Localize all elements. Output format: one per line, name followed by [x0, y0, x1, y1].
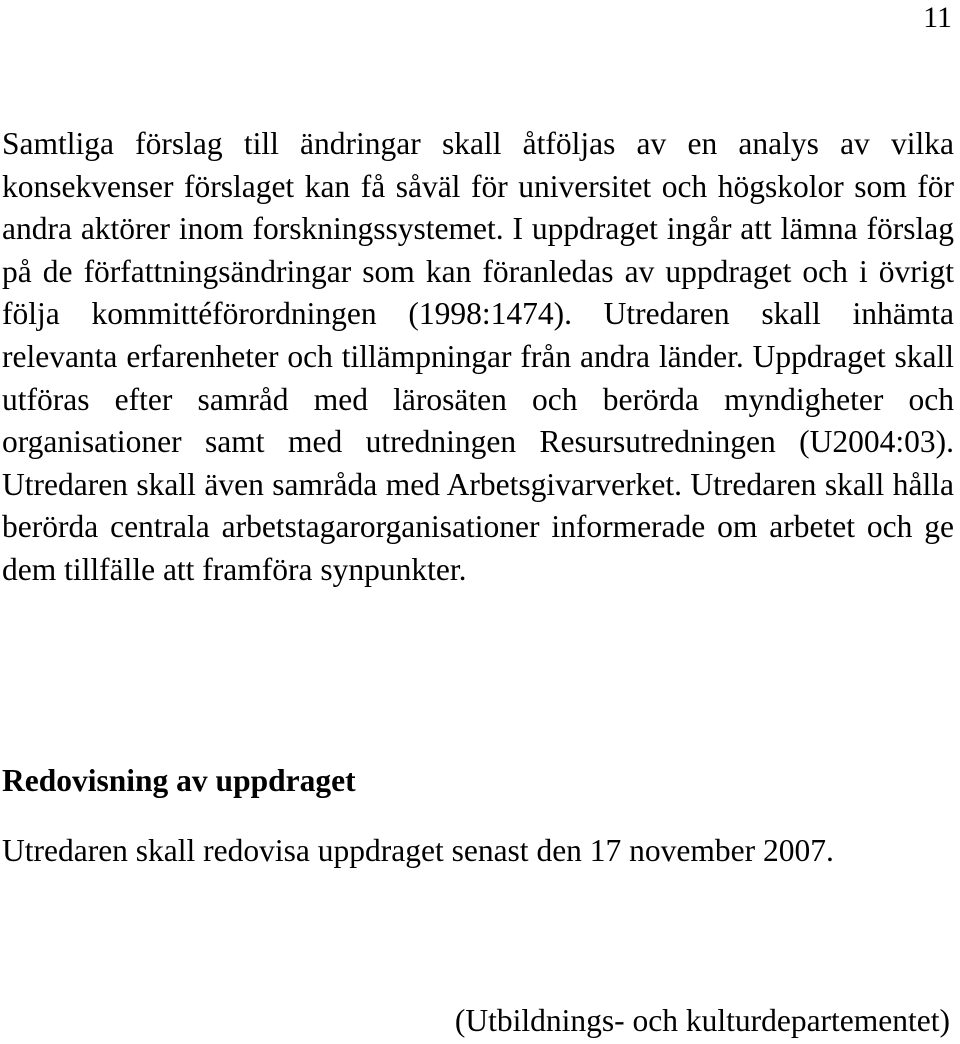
body-paragraph-main: Samtliga förslag till ändringar skall åtföljas av en analys av vilka konsekvenser förslaget kan få såväl för universitet och högskolor som för andra aktörer inom forskningssystemet. I uppdraget ingår att lämna förslag på de författningsändringar som kan föranledas av uppdraget och i övrigt följa kommittéförordningen (1998:1474). Utredaren skall inhämta relevanta erfarenheter och tillämpningar från andra länder. Uppdraget skall utföras efter samråd med lärosäten och berörda myndigheter och organisationer samt med utredningen Resursutredningen (U2004:03). Utredaren skall även samråda med Arbetsgivarverket. Utredaren skall hålla berörda centrala arbetstagarorganisationer informerade om arbetet och ge dem tillfälle att framföra synpunkter. — [2, 126, 954, 587]
department-signature: (Utbildnings- och kulturdepartementet) — [454, 1003, 950, 1038]
section-heading-report: Redovisning av uppdraget — [2, 763, 356, 798]
body-paragraph-report: Utredaren skall redovisa uppdraget senast den 17 november 2007. — [2, 833, 834, 868]
page-number: 11 — [923, 1, 952, 34]
